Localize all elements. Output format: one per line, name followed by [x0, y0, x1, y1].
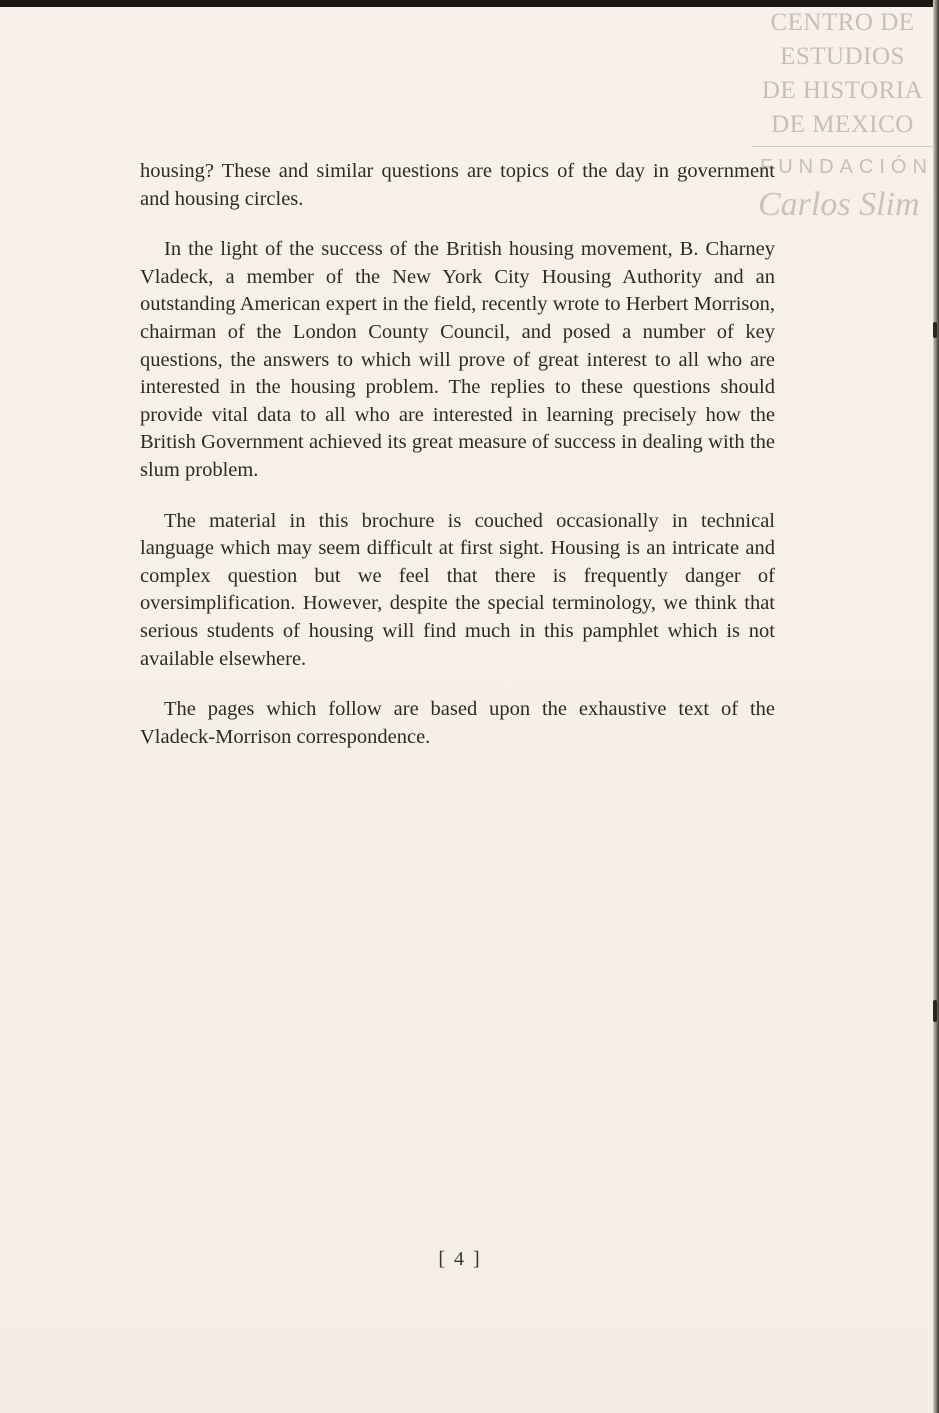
stamp-line: CENTRO DE	[770, 9, 915, 36]
body-text	[140, 158, 775, 774]
stamp-line: DE MEXICO	[771, 111, 914, 138]
stamp-foundation: FUNDACIÓN	[760, 156, 933, 178]
edge-mark	[933, 1000, 937, 1022]
stamp-line: DE HISTORIA	[761, 77, 924, 104]
stamp-signature: Carlos Slim	[758, 186, 920, 223]
stamp-divider	[752, 146, 935, 147]
paragraph: The pages which follow are based upon the exhaustive text of the Vladeck-Morrison correspondence.	[140, 698, 775, 748]
page-number: [ 4 ]	[438, 1248, 482, 1270]
archive-stamp	[752, 6, 933, 142]
edge-mark	[933, 322, 937, 338]
stamp-line: ESTUDIOS	[780, 43, 905, 70]
paragraph: housing? These and similar questions are topics of the day in government and housing circles.	[140, 160, 775, 210]
paragraph: In the light of the success of the British housing movement, B. Charney Vladeck, a member of the New York City Housing Authority and an outstanding American expert in the field, recently wrote to Herbert Morrison, chairman of the London County Council, and posed a number of key questions, the answers to which will prove of great interest to all who are interested in the housing problem. The replies to these questions should provide vital data to all who are interested in learning precisely how the British Government achieved its great measure of success in dealing with the slum problem.	[140, 238, 775, 481]
paragraph: The material in this brochure is couched occasionally in technical language which may seem difficult at first sight. Housing is an intricate and complex question but we feel that there is frequently danger of oversimplification. However, despite the special terminology, we think that serious students of housing will find much in this pamphlet which is not available elsewhere.	[140, 509, 775, 670]
